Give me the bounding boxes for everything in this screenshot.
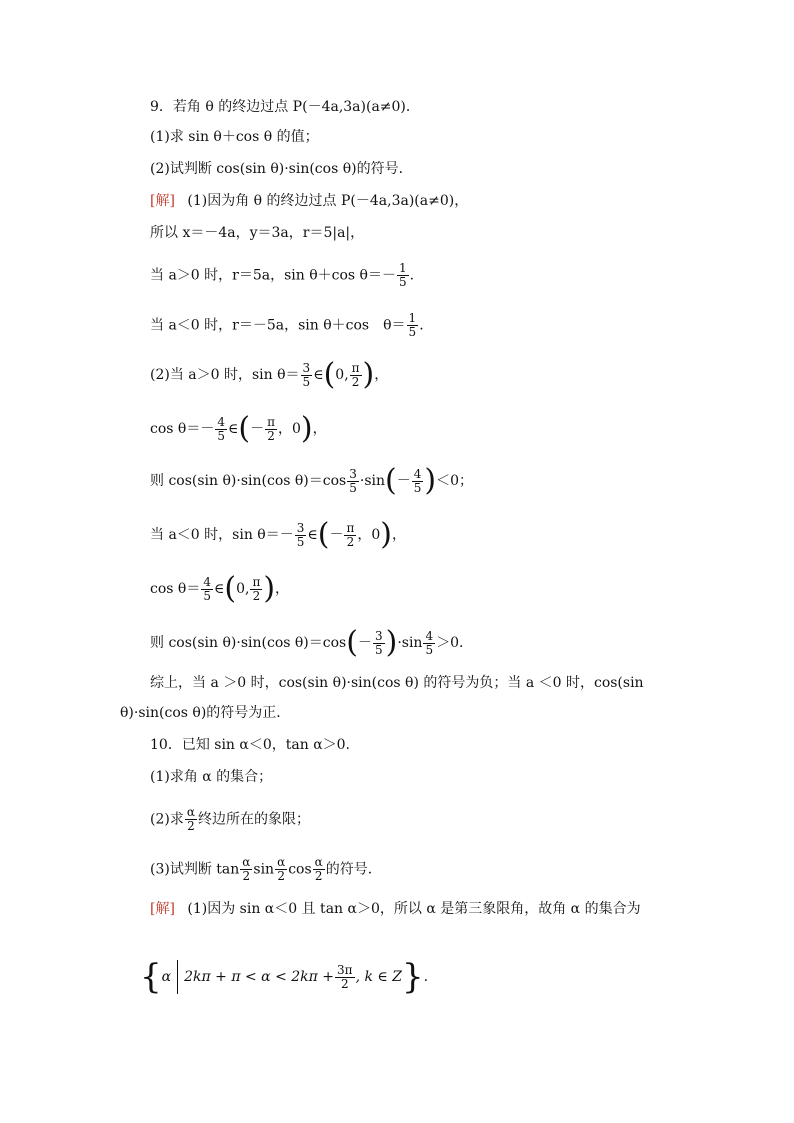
paren-close: ) (424, 463, 437, 498)
fraction (215, 416, 227, 443)
text: 终边所在的象限； (197, 811, 310, 828)
q9-solution-line-2: 所以 x＝－4a，y＝3a，r＝5|a|， (150, 225, 365, 241)
text: ∈ (227, 421, 239, 437)
q9-solution-line-6 (150, 411, 327, 446)
fraction (407, 312, 419, 339)
fraction (423, 630, 435, 657)
text: ∈ (213, 581, 225, 597)
frac-den: 5 (408, 325, 417, 339)
text: cos θ＝ (150, 581, 201, 597)
text: 则 cos(sin θ)·sin(cos θ)＝cos (150, 635, 347, 651)
frac-den: 2 (351, 374, 360, 389)
set-condition: , k ∈ Z (355, 969, 402, 985)
text: 当 a＜0 时，sin θ＝－ (150, 527, 294, 543)
q9-stem: 9．若角 θ 的终边过点 P(－4a,3a)(a≠0)． (150, 99, 420, 115)
frac-num: 4 (413, 466, 422, 481)
fraction (201, 576, 213, 603)
text: 当 a＞0 时，r＝5a，sin θ＋cos θ＝－ (150, 267, 396, 284)
solution-tag: [解] (150, 193, 175, 209)
frac-den: 5 (217, 428, 225, 443)
text: (2)求 (150, 811, 184, 828)
text: (2)当 a＞0 时，sin θ＝ (150, 367, 300, 383)
text: . (409, 267, 415, 284)
frac-num: 4 (217, 414, 225, 429)
fraction (250, 576, 262, 603)
fraction (335, 964, 355, 991)
frac-num: 4 (425, 628, 434, 643)
brace-open: { (140, 957, 162, 997)
paren-close: ) (263, 571, 276, 606)
frac-den: 2 (340, 976, 349, 991)
text: ， (275, 581, 290, 597)
frac-num: 4 (203, 574, 211, 589)
paren-close: ) (385, 625, 398, 660)
paren-open: ( (385, 463, 397, 498)
fraction (313, 856, 325, 883)
fraction (240, 856, 252, 883)
q9-solution-line-10 (150, 625, 464, 660)
frac-num: α (314, 855, 323, 869)
frac-num: 3π (337, 962, 353, 977)
paren-close: ) (300, 411, 313, 446)
frac-den: 5 (349, 480, 357, 495)
q9-sol-text-1: (1)因为角 θ 的终边过点 P(－4a,3a)(a≠0)， (187, 193, 469, 209)
frac-den: 5 (203, 588, 211, 603)
text: ，0 (357, 527, 381, 543)
frac-den: 2 (187, 819, 195, 833)
fraction (301, 362, 313, 389)
text: 的符号． (325, 861, 382, 878)
frac-den: 5 (413, 480, 422, 495)
fraction (397, 262, 409, 289)
brace-close: } (401, 957, 424, 997)
frac-num: π (346, 520, 355, 535)
fraction (373, 630, 385, 657)
text: (3)试判断 tan (150, 861, 240, 878)
text: 0, (335, 367, 349, 383)
text: ，0 (277, 421, 301, 437)
q10-set-expression (140, 957, 429, 997)
frac-num: 3 (302, 360, 311, 375)
text: cos (288, 861, 312, 878)
paren-open: ( (323, 357, 336, 392)
fraction (295, 522, 307, 549)
fraction (275, 856, 287, 883)
frac-num: π (267, 414, 275, 429)
paren-open: ( (346, 625, 358, 660)
frac-den: 5 (374, 642, 383, 657)
text: ·sin (397, 635, 423, 651)
frac-num: π (351, 360, 360, 375)
text: . (423, 969, 429, 985)
q9-solution-line-3 (150, 262, 414, 289)
text: － (357, 635, 372, 651)
text: 0, (236, 581, 250, 597)
q10-part1: (1)求角 α 的集合； (150, 769, 273, 785)
text: ·sin (359, 473, 386, 489)
frac-num: 1 (408, 311, 417, 325)
q10-part2 (150, 806, 310, 833)
frac-num: α (186, 805, 195, 819)
frac-den: 2 (252, 588, 261, 603)
text: ∈ (313, 367, 324, 383)
frac-den: 5 (399, 275, 407, 289)
q9-solution-line-7 (150, 463, 474, 498)
set-variable: α (161, 969, 172, 985)
paren-close: ) (380, 517, 392, 552)
fraction (412, 468, 424, 495)
text: ， (391, 527, 406, 543)
q10-stem: 10．已知 sin α＜0，tan α＞0. (150, 737, 351, 753)
set-divider (177, 960, 178, 994)
frac-num: 1 (399, 261, 407, 275)
q9-part2: (2)试判断 cos(sin θ)·sin(cos θ)的符号． (150, 161, 413, 177)
frac-den: 5 (296, 534, 305, 549)
q9-solution-line-4 (150, 312, 424, 339)
text: 则 cos(sin θ)·sin(cos θ)＝cos (150, 473, 347, 489)
fraction (265, 416, 277, 443)
frac-num: 3 (296, 520, 305, 535)
q9-solution-line-9 (150, 571, 290, 606)
q9-part1: (1)求 sin θ＋cos θ 的值； (150, 129, 319, 145)
text: － (329, 527, 344, 543)
frac-num: π (252, 574, 261, 589)
paren-open: ( (238, 411, 251, 446)
frac-num: 3 (374, 628, 383, 643)
text: 当 a＜0 时，r＝－5a，sin θ＋cos θ＝ (150, 317, 406, 334)
text: ， (374, 367, 389, 383)
frac-num: α (242, 855, 251, 869)
text: ， (312, 421, 327, 437)
q10-solution-line-1 (150, 900, 641, 918)
fraction (185, 806, 197, 833)
q9-summary-line-2: θ)·sin(cos θ)的符号为正． (120, 705, 291, 721)
frac-den: 5 (425, 642, 434, 657)
frac-den: 2 (242, 869, 251, 883)
paren-open: ( (317, 517, 330, 552)
text: cos θ＝－ (150, 421, 215, 437)
q9-solution-line-8 (150, 517, 406, 552)
text: ＜0； (436, 473, 474, 489)
q9-summary-line-1: 综上，当 a ＞0 时，cos(sin θ)·sin(cos θ) 的符号为负；当 a ＜0 时，cos(sin (150, 675, 644, 691)
fraction (347, 468, 359, 495)
frac-num: α (277, 855, 286, 869)
fraction (344, 522, 356, 549)
paren-open: ( (224, 571, 237, 606)
text: － (396, 473, 411, 489)
paren-close: ) (362, 357, 375, 392)
fraction (350, 362, 362, 389)
q10-part3 (150, 856, 382, 883)
frac-den: 2 (346, 534, 355, 549)
frac-den: 2 (277, 869, 285, 883)
text: － (250, 421, 265, 437)
frac-den: 2 (314, 869, 323, 883)
text: sin (253, 861, 275, 878)
set-condition: 2kπ + π < α < 2kπ + (184, 969, 335, 985)
text: ∈ (307, 527, 318, 543)
q9-solution-line-5 (150, 357, 389, 392)
frac-den: 5 (302, 374, 311, 389)
q9-solution-line-1 (150, 192, 468, 210)
text: . (419, 317, 424, 334)
frac-den: 2 (267, 428, 275, 443)
q10-sol-text-1: (1)因为 sin α＜0 且 tan α＞0，所以 α 是第三象限角，故角 α 的集合为 (187, 901, 641, 917)
text: ＞0. (436, 635, 464, 651)
solution-tag: [解] (150, 901, 175, 917)
frac-num: 3 (349, 466, 357, 481)
